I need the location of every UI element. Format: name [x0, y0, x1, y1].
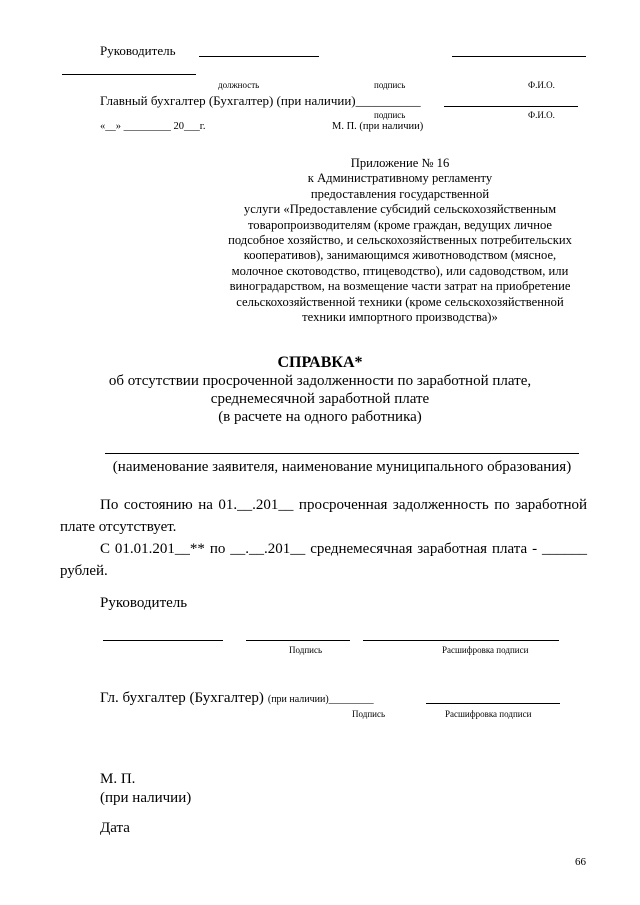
position-line — [199, 56, 319, 57]
debt-statement-text: По состоянию на 01.__.201__ просроченная задолженность по заработной плате отсутствует. — [60, 497, 587, 535]
decoding-caption-2: Расшифровка подписи — [445, 709, 532, 719]
accountant-note: (при наличии)_________ — [267, 694, 374, 705]
appendix-line: к Административному регламенту — [307, 171, 493, 186]
signature-caption-4: Подпись — [352, 709, 386, 719]
date-label: Дата — [100, 820, 130, 836]
decoding-caption: Расшифровка подписи — [442, 645, 529, 655]
certificate-subtitle: (в расчете на одного работника) — [218, 409, 422, 425]
stamp-label: М. П. — [100, 771, 136, 787]
head-label-2: Руководитель — [100, 595, 188, 611]
position-caption: должность — [218, 80, 260, 90]
appendix-line: услуги «Предоставление субсидий сельскохозяйственным — [243, 202, 557, 217]
head-signature-line — [246, 640, 350, 641]
appendix-line: подсобное хозяйство, и сельскохозяйственных потребительских — [228, 233, 572, 248]
accountant-decoding-line — [426, 703, 560, 704]
date-line: «__» _________ 20___г. — [100, 121, 206, 132]
salary-statement — [60, 538, 587, 582]
appendix-line: предоставления государственной — [310, 186, 490, 201]
head-position-line — [103, 640, 223, 641]
fio-caption-2: Ф.И.О. — [528, 110, 555, 120]
appendix-line: виноградарством, на возмещение части затрат на приобретение — [229, 279, 571, 294]
appendix-block — [214, 156, 586, 325]
salary-statement-text: С 01.01.201__** по __.__.201__ среднемесячная заработная плата - ______ рублей. — [60, 541, 587, 579]
applicant-name-line — [105, 453, 579, 454]
certificate-subtitle: об отсутствии просроченной задолженности по заработной плате, — [108, 373, 532, 389]
page-number: 66 — [575, 856, 586, 868]
signature-line — [62, 74, 196, 75]
stamp-caption: М. П. (при наличии) — [332, 121, 424, 132]
chief-fio-line — [444, 106, 578, 107]
certificate-subtitle: среднемесячной заработной плате — [210, 391, 430, 407]
signature-caption-2: подпись — [374, 110, 406, 120]
signature-caption-3: Подпись — [289, 645, 323, 655]
signature-caption: подпись — [374, 80, 406, 90]
head-label: Руководитель — [100, 43, 176, 58]
appendix-line: кооперативов), занимающимся животноводством (мясное, — [243, 248, 557, 263]
certificate-title: СПРАВКА* — [277, 354, 363, 371]
fio-line — [452, 56, 586, 57]
accountant-row — [100, 689, 374, 707]
head-decoding-line — [363, 640, 559, 641]
applicant-caption: (наименование заявителя, наименование муниципального образования) — [112, 459, 572, 475]
fio-caption: Ф.И.О. — [528, 80, 555, 90]
appendix-line: молочное скотоводство, птицеводство), или садоводством, или — [231, 263, 569, 278]
chief-accountant-label: Главный бухгалтер (Бухгалтер) (при наличии)__________ — [100, 93, 421, 108]
accountant-label: Гл. бухгалтер (Бухгалтер) — [100, 690, 264, 706]
appendix-line: товаропроизводителям (кроме граждан, ведущих личное — [247, 217, 553, 232]
appendix-line: техники импортного производства)» — [302, 310, 498, 325]
appendix-line: сельскохозяйственной техники (кроме сельскохозяйственной — [236, 294, 564, 309]
appendix-line: Приложение № 16 — [350, 156, 450, 170]
debt-statement — [60, 494, 587, 538]
stamp-note: (при наличии) — [100, 790, 192, 806]
